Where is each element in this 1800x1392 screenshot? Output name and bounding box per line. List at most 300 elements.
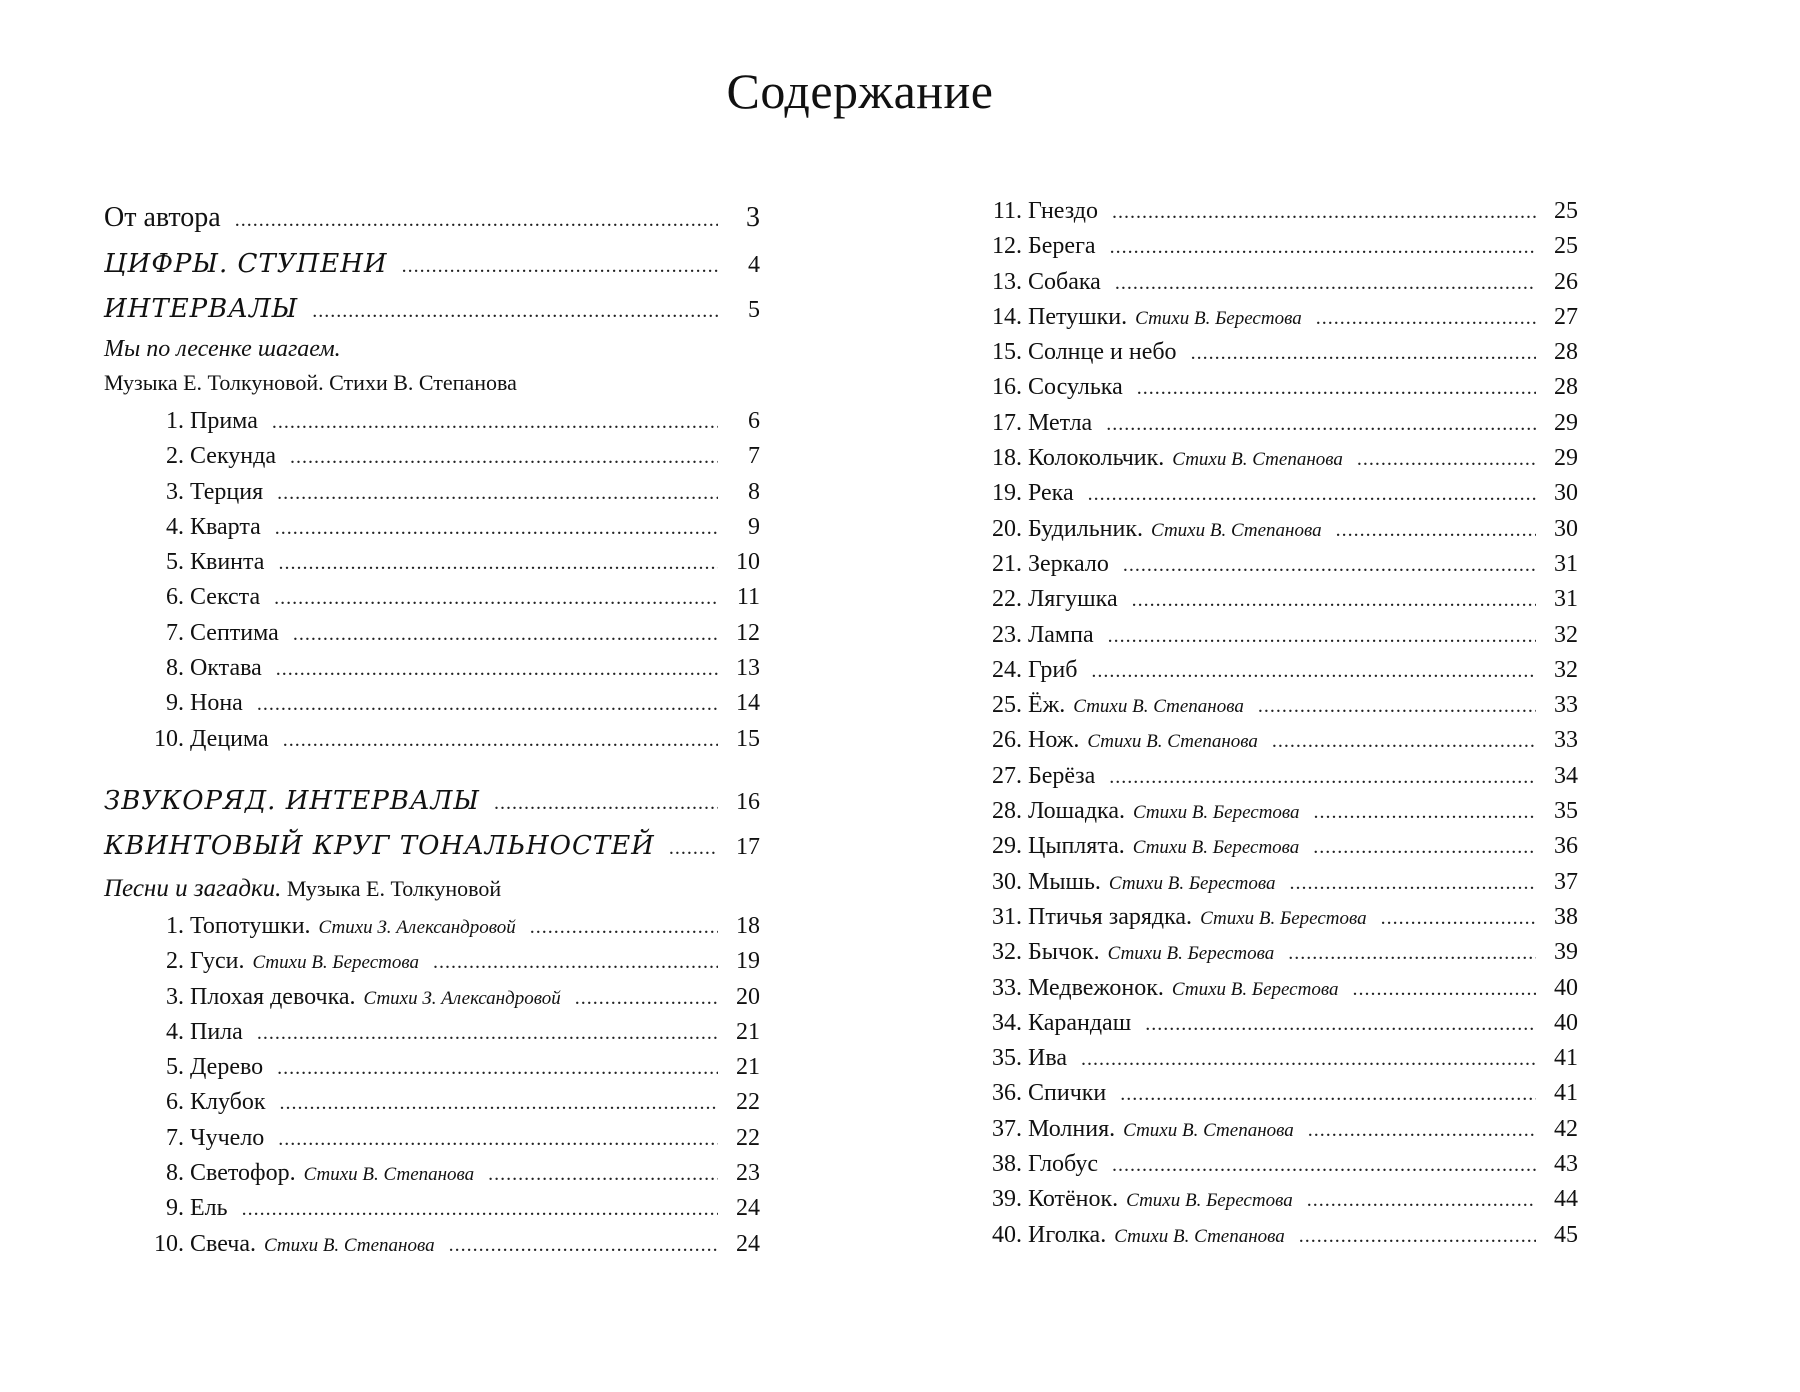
toc-entry (104, 404, 760, 439)
page-number: 23 (736, 1160, 760, 1187)
page-number: 12 (736, 619, 760, 646)
entry-number: 38. (992, 1151, 1022, 1178)
entry-number: 23. (992, 621, 1022, 648)
dot-leader (1191, 336, 1536, 371)
dot-leader (276, 652, 718, 687)
entry-title: Секста (190, 584, 261, 611)
toc-entry (970, 759, 1578, 794)
entry-number: 22. (992, 586, 1022, 613)
toc-entry (970, 335, 1578, 370)
dot-leader (278, 1122, 718, 1157)
toc-entry (104, 1191, 760, 1226)
entry-title: Топотушки. (190, 912, 311, 939)
dot-leader (1145, 1007, 1536, 1042)
toc-entry (104, 1121, 760, 1156)
page-number: 35 (1554, 798, 1578, 825)
page-number: 3 (746, 202, 760, 233)
songs-heading-credits: Музыка Е. Толкуновой (286, 875, 502, 901)
dot-leader (1313, 830, 1536, 865)
entry-title: Лошадка. (1028, 798, 1125, 825)
entry-number: 2. (166, 443, 184, 470)
page-number: 22 (736, 1124, 760, 1151)
entry-title: Терция (190, 478, 264, 505)
toc-entry (104, 545, 760, 580)
dot-leader (1381, 901, 1536, 936)
entry-number: 33. (992, 974, 1022, 1001)
dot-leader (1091, 654, 1536, 689)
entry-title: Иголка. (1028, 1221, 1107, 1248)
toc-entry (104, 1156, 760, 1191)
entry-number: 27. (992, 762, 1022, 789)
page-number: 13 (736, 655, 760, 682)
dot-leader (449, 1228, 718, 1263)
toc-entry (104, 1085, 760, 1120)
entry-title: Клубок (190, 1089, 266, 1116)
entry-number: 1. (166, 408, 184, 434)
toc-entry (970, 935, 1578, 970)
dot-leader (312, 289, 718, 334)
dot-leader (1137, 371, 1536, 406)
page-number: 24 (736, 1230, 760, 1257)
intro-credits: Музыка Е. Толкуновой. Стихи В. Степанова (104, 370, 517, 395)
page-number: 8 (748, 478, 760, 505)
entry-title: Светофор. (190, 1160, 296, 1187)
entry-title: Гриб (1028, 656, 1078, 683)
toc-entry (970, 900, 1578, 935)
entry-author: Стихи З. Александровой (318, 916, 516, 938)
entry-title: Молния. (1028, 1115, 1116, 1142)
dot-leader (1258, 689, 1536, 724)
entry-author: Стихи В. Берестова (1107, 943, 1275, 965)
entry-number: 2. (166, 948, 184, 975)
page-number: 31 (1554, 550, 1578, 577)
songs-heading-italic: Песни и загадки. (104, 874, 282, 902)
page-number: 11 (736, 584, 760, 611)
toc-entry (104, 1050, 760, 1085)
page-number: 31 (1554, 586, 1578, 613)
toc-entry (104, 475, 760, 510)
entry-title: Петушки. (1028, 303, 1128, 330)
entry-title: Карандаш (1028, 1009, 1132, 1036)
entry-title: Лягушка (1028, 586, 1118, 613)
entry-number: 6. (166, 1089, 184, 1116)
toc-entry-author (104, 194, 760, 242)
page-number: 19 (736, 948, 760, 975)
entry-title: Нож. (1028, 727, 1080, 754)
entry-title: Септима (190, 619, 279, 646)
page-number: 21 (736, 1018, 760, 1045)
page-number: 16 (736, 788, 760, 815)
page-number: 4 (748, 252, 760, 278)
page-number: 28 (1554, 374, 1578, 401)
page-number: 33 (1554, 727, 1578, 754)
page-number: 25 (1554, 233, 1578, 260)
toc-entry (970, 370, 1578, 405)
entry-author: Стихи В. Степанова (1172, 449, 1343, 471)
songs-heading (104, 869, 760, 909)
dot-leader (1299, 1219, 1536, 1254)
dot-leader (1307, 1183, 1536, 1218)
section-list-b (104, 779, 760, 869)
entry-title: Ива (1028, 1045, 1067, 1072)
dot-leader (1088, 477, 1536, 512)
toc-entry (970, 653, 1578, 688)
page-number: 36 (1554, 833, 1578, 860)
entry-title: Гнездо (1028, 198, 1099, 224)
entry-number: 7. (166, 1124, 184, 1151)
entry-title: Медвежонок. (1028, 974, 1164, 1001)
entry-title: Лампа (1028, 621, 1094, 648)
entry-number: 18. (992, 445, 1022, 472)
page-number: 37 (1554, 868, 1578, 895)
entry-title: Свеча. (190, 1230, 256, 1257)
dot-leader (1109, 760, 1536, 795)
dot-leader (293, 617, 718, 652)
section-title: ЦИФРЫ. СТУПЕНИ (104, 249, 388, 279)
entry-number: 20. (992, 515, 1022, 542)
entry-title: Метла (1028, 409, 1093, 436)
toc-left-column (104, 194, 760, 1262)
section-title: КВИНТОВЫЙ КРУГ ТОНАЛЬНОСТЕЙ (104, 830, 655, 861)
entry-number: 10. (154, 725, 184, 752)
entry-author: Стихи З. Александровой (363, 987, 561, 1009)
toc-entry (970, 441, 1578, 476)
page-number: 45 (1554, 1221, 1578, 1248)
entry-author: Стихи В. Степанова (1073, 696, 1244, 718)
toc-section-entry (104, 287, 760, 332)
dot-leader (242, 1192, 718, 1227)
dot-leader (1272, 724, 1536, 759)
entry-title: Цыплята. (1028, 833, 1125, 860)
entry-title: Солнце и небо (1028, 339, 1177, 366)
toc-right-column (970, 194, 1578, 1253)
page-number: 20 (736, 983, 760, 1010)
page-number: 25 (1554, 198, 1578, 224)
toc-section-entry (104, 242, 760, 287)
toc-entry (970, 618, 1578, 653)
entry-title: Бычок. (1028, 939, 1100, 966)
dot-leader (274, 581, 718, 616)
entry-title: Мышь. (1028, 868, 1101, 895)
page-number: 6 (748, 408, 760, 434)
dot-leader (494, 781, 718, 826)
dot-leader (1106, 407, 1536, 442)
toc-entry (104, 651, 760, 686)
toc-entry (970, 1147, 1578, 1182)
dot-leader (283, 723, 718, 758)
page-number: 27 (1554, 303, 1578, 330)
entry-number: 9. (166, 690, 184, 717)
dot-leader (275, 511, 718, 546)
entry-number: 25. (992, 692, 1022, 719)
toc-entry (104, 510, 760, 545)
page-number: 43 (1554, 1151, 1578, 1178)
entry-author: Стихи В. Берестова (1126, 1190, 1293, 1212)
entry-title: Берёза (1028, 762, 1096, 789)
entry-number: 16. (992, 374, 1022, 401)
page-number: 17 (736, 833, 760, 860)
dot-leader (1357, 442, 1536, 477)
page-number: 10 (736, 549, 760, 576)
toc-entry (970, 688, 1578, 723)
dot-leader (1132, 583, 1536, 618)
entry-title: Октава (190, 655, 262, 682)
page-number: 42 (1554, 1115, 1578, 1142)
entry-number: 7. (166, 619, 184, 646)
entry-number: 11. (992, 198, 1022, 224)
entry-title: Чучело (190, 1124, 265, 1151)
toc-entry (970, 582, 1578, 617)
entry-number: 29. (992, 833, 1022, 860)
page-number: 40 (1554, 974, 1578, 1001)
entry-author: Стихи В. Берестова (1132, 802, 1300, 824)
entry-title: Ёж. (1028, 692, 1066, 719)
entry-number: 14. (992, 303, 1022, 330)
toc-entry (970, 194, 1578, 229)
entry-author: Стихи В. Степанова (1123, 1119, 1294, 1141)
dot-leader (1314, 795, 1536, 830)
entry-title: Кварта (190, 513, 261, 540)
page-number: 24 (736, 1195, 760, 1222)
entry-number: 10. (154, 1230, 184, 1257)
entry-number: 30. (992, 868, 1022, 895)
toc-entry (104, 616, 760, 651)
dot-leader (257, 1016, 718, 1051)
spacer (104, 757, 760, 779)
toc-entry (970, 1006, 1578, 1041)
entry-number: 4. (166, 513, 184, 540)
entry-number: 19. (992, 480, 1022, 507)
page-number: 30 (1554, 480, 1578, 507)
toc-entry (104, 439, 760, 474)
dot-leader (257, 687, 718, 722)
page-number: 44 (1554, 1186, 1578, 1213)
dot-leader (1336, 513, 1536, 548)
entry-number: 6. (166, 584, 184, 611)
entry-author: Стихи В. Степанова (263, 1234, 435, 1256)
entry-title: Пила (190, 1018, 243, 1045)
entry-author: Стихи В. Берестова (1200, 907, 1367, 929)
page-number: 14 (736, 690, 760, 717)
toc-entry (970, 971, 1578, 1006)
dot-leader (1112, 1148, 1536, 1183)
entry-number: 26. (992, 727, 1022, 754)
toc-entry (104, 909, 760, 944)
toc-entry (970, 794, 1578, 829)
section-list-a (104, 242, 760, 332)
entry-number: 8. (166, 655, 184, 682)
toc-entry (104, 1015, 760, 1050)
entry-number: 1. (166, 912, 184, 939)
entry-title: Глобус (1028, 1151, 1098, 1178)
page-number: 29 (1554, 445, 1578, 472)
song-list-right (970, 194, 1578, 1253)
dot-leader (1120, 1077, 1536, 1112)
entry-title: Зеркало (1028, 550, 1109, 577)
toc-entry (970, 265, 1578, 300)
entry-number: 5. (166, 1054, 184, 1081)
dot-leader (1352, 972, 1536, 1007)
page-title: Содержание (726, 63, 994, 119)
entry-title: Дерево (190, 1054, 264, 1081)
entry-title: От автора (104, 202, 221, 233)
entry-number: 3. (166, 478, 184, 505)
dot-leader (278, 546, 718, 581)
entry-author: Стихи В. Степанова (1151, 519, 1322, 541)
interval-list (104, 404, 760, 757)
entry-title: Нона (190, 690, 243, 717)
entry-title: Квинта (190, 549, 265, 576)
entry-author: Стихи В. Степанова (1087, 731, 1258, 753)
toc-entry (104, 580, 760, 615)
entry-number: 37. (992, 1115, 1022, 1142)
toc-entry (104, 722, 760, 757)
toc-entry (104, 686, 760, 721)
entry-title: Река (1028, 480, 1074, 507)
entry-title: Птичья зарядка. (1028, 903, 1193, 930)
entry-title: Гуси. (190, 948, 245, 975)
dot-leader (1288, 936, 1536, 971)
dot-leader (669, 826, 718, 871)
page-number: 39 (1554, 939, 1578, 966)
page-number: 22 (736, 1089, 760, 1116)
dot-leader (1316, 301, 1536, 336)
entry-number: 40. (992, 1221, 1022, 1248)
entry-number: 36. (992, 1080, 1022, 1107)
toc-entry (970, 1218, 1578, 1253)
toc-entry (970, 1041, 1578, 1076)
entry-author: Стихи В. Берестова (1171, 978, 1339, 1000)
dot-leader (1110, 230, 1536, 265)
page-number: 41 (1554, 1045, 1578, 1072)
dot-leader (1108, 619, 1536, 654)
entry-number: 13. (992, 268, 1022, 295)
entry-number: 4. (166, 1018, 184, 1045)
page-number: 32 (1554, 656, 1578, 683)
entry-number: 9. (166, 1195, 184, 1222)
entry-number: 24. (992, 656, 1022, 683)
entry-number: 12. (992, 233, 1022, 260)
entry-title: Спички (1028, 1080, 1107, 1107)
toc-entry (970, 406, 1578, 441)
entry-title: Плохая девочка. (190, 983, 356, 1010)
dot-leader (1115, 266, 1536, 301)
dot-leader (277, 1051, 718, 1086)
page-number: 21 (736, 1054, 760, 1081)
toc-entry (970, 547, 1578, 582)
entry-title: Берега (1028, 233, 1096, 260)
entry-number: 39. (992, 1186, 1022, 1213)
entry-title: Децима (190, 725, 269, 752)
toc-entry (104, 980, 760, 1015)
entry-number: 21. (992, 550, 1022, 577)
entry-author: Стихи В. Берестова (1132, 837, 1300, 859)
toc-entry (104, 944, 760, 979)
entry-number: 34. (992, 1009, 1022, 1036)
dot-leader (530, 910, 718, 945)
section-title: ИНТЕРВАЛЫ (104, 294, 299, 324)
entry-author: Стихи В. Степанова (303, 1164, 475, 1186)
dot-leader (272, 405, 718, 440)
entry-number: 17. (992, 409, 1022, 436)
toc-entry (970, 1076, 1578, 1111)
entry-title: Секунда (190, 443, 276, 470)
page-number: 38 (1554, 903, 1578, 930)
dot-leader (433, 945, 718, 980)
page-number: 34 (1554, 762, 1578, 789)
page-number: 30 (1554, 515, 1578, 542)
entry-title: Котёнок. (1028, 1186, 1119, 1213)
entry-title: Прима (190, 408, 258, 434)
section-title: ЗВУКОРЯД. ИНТЕРВАЛЫ (104, 785, 480, 816)
toc-entry (970, 829, 1578, 864)
page-number: 33 (1554, 692, 1578, 719)
entry-title: Сосулька (1028, 374, 1123, 401)
dot-leader (488, 1157, 718, 1192)
page-number: 5 (748, 297, 760, 323)
toc-entry (104, 1227, 760, 1262)
entry-number: 3. (166, 983, 184, 1010)
dot-leader (277, 476, 718, 511)
toc-entry (970, 1112, 1578, 1147)
dot-leader (1289, 866, 1536, 901)
page-number: 29 (1554, 409, 1578, 436)
toc-entry (970, 512, 1578, 547)
dot-leader (402, 244, 718, 289)
entry-number: 31. (992, 903, 1022, 930)
toc-entry (970, 1182, 1578, 1217)
page-number: 26 (1554, 268, 1578, 295)
entry-author: Стихи В. Берестова (1108, 872, 1276, 894)
dot-leader (575, 981, 718, 1016)
entry-number: 28. (992, 798, 1022, 825)
entry-title: Собака (1028, 268, 1101, 295)
dot-leader (290, 440, 718, 475)
toc-entry (970, 300, 1578, 335)
entry-author: Стихи В. Берестова (252, 952, 420, 974)
toc-entry (970, 723, 1578, 758)
entry-author: Стихи В. Степанова (1114, 1225, 1285, 1247)
entry-number: 8. (166, 1160, 184, 1187)
page-number: 40 (1554, 1009, 1578, 1036)
dot-leader (1123, 548, 1536, 583)
entry-title: Ель (190, 1195, 228, 1222)
entry-number: 15. (992, 339, 1022, 366)
page-number: 9 (748, 513, 760, 540)
page-number: 18 (736, 912, 760, 939)
toc-section-entry (104, 779, 760, 824)
toc-entry (970, 476, 1578, 511)
entry-number: 32. (992, 939, 1022, 966)
dot-leader (1081, 1042, 1536, 1077)
entry-title: Колокольчик. (1028, 445, 1165, 472)
toc-entry (970, 865, 1578, 900)
entry-author: Стихи В. Берестова (1135, 307, 1302, 329)
dot-leader (235, 196, 718, 244)
page-number: 28 (1554, 339, 1578, 366)
page-number: 15 (736, 725, 760, 752)
page-number: 7 (748, 443, 760, 470)
dot-leader (1112, 195, 1536, 230)
intro-heading: Мы по лесенке шагаем. (104, 336, 341, 362)
entry-number: 5. (166, 549, 184, 576)
song-list-left (104, 909, 760, 1262)
dot-leader (280, 1086, 718, 1121)
dot-leader (1308, 1113, 1536, 1148)
toc-entry (970, 229, 1578, 264)
page-number: 32 (1554, 621, 1578, 648)
toc-section-entry (104, 824, 760, 869)
